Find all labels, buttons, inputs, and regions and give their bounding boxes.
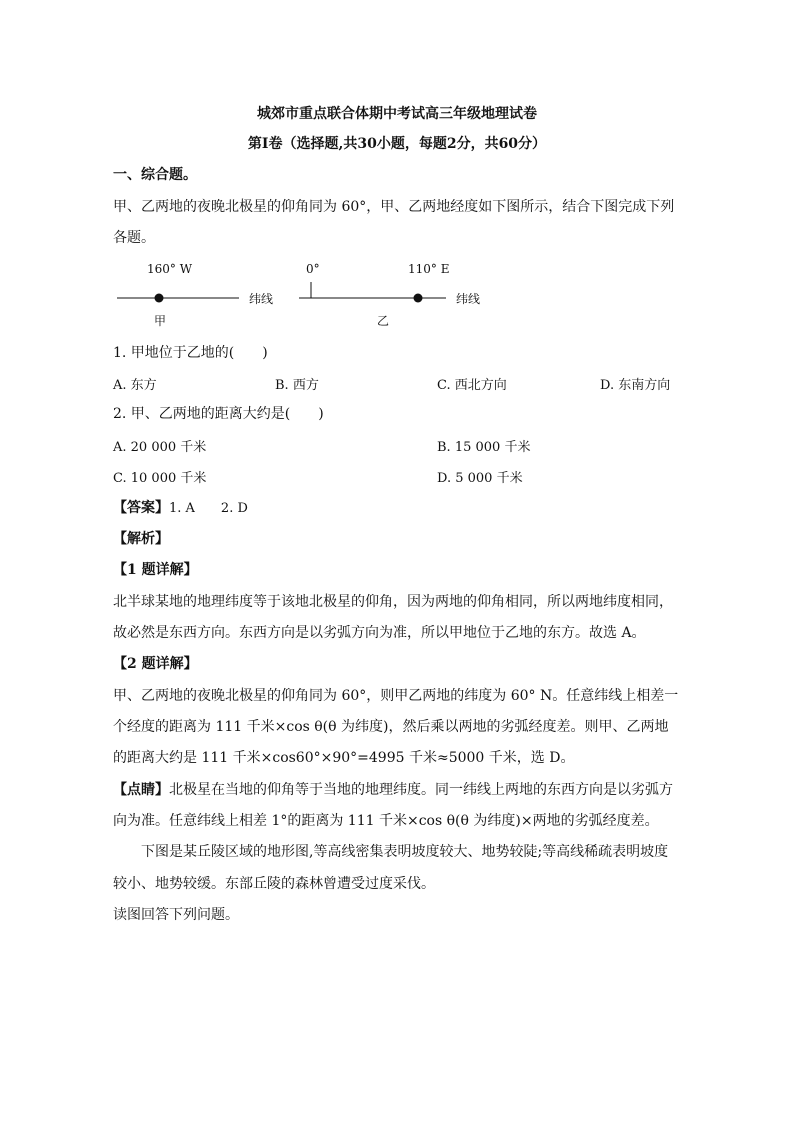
detail-2-label: 【2 题详解】: [113, 656, 198, 672]
intro-line-2: 各题。: [113, 230, 155, 246]
point-yi-marker: [414, 294, 423, 303]
analysis-label: 【解析】: [113, 531, 169, 547]
answer-label: 【答案】: [113, 500, 169, 516]
detail-2-line-2: 个经度的距离为 111 千米×cos θ(θ 为纬度)，然后乘以两地的劣弧经度差。则甲、乙两地: [113, 719, 669, 735]
passage-line-2: 较小、地势较缓。东部丘陵的森林曾遭受过度采伐。: [113, 876, 435, 892]
q1-option-d: D. 东南方向: [600, 378, 671, 393]
longitude-label-160w: 160° W: [147, 262, 193, 276]
answer-line: [113, 498, 248, 519]
tip-text-1: 北极星在当地的仰角等于当地的地理纬度。同一纬线上两地的东西方向是以劣弧方: [169, 782, 673, 798]
tip-line-2: 向为准。任意纬线上相差 1°的距离为 111 千米×cos θ(θ 为纬度)×两地的劣弧经度差。: [113, 813, 659, 829]
section-heading: 一、综合题。: [113, 167, 197, 183]
passage-line-1: 下图是某丘陵区域的地形图,等高线密集表明坡度较大、地势较陡;等高线稀疏表明坡度: [141, 844, 669, 860]
answer-text: 1. A 2. D: [169, 501, 248, 516]
q1-option-c: C. 西北方向: [437, 378, 507, 393]
question-2-stem: 2. 甲、乙两地的距离大约是( ): [113, 406, 324, 422]
q2-option-c: C. 10 000 千米: [113, 471, 207, 486]
detail-1-line-1: 北半球某地的地理纬度等于该地北极星的仰角，因为两地的仰角相同，所以两地纬度相同，: [113, 594, 673, 610]
passage-line-3: 读图回答下列问题。: [113, 907, 239, 923]
point-label-jia: 甲: [154, 314, 167, 328]
point-jia-marker: [155, 294, 164, 303]
longitude-diagram: [113, 255, 513, 335]
latitude-label-left: 纬线: [249, 292, 274, 306]
detail-1-label: 【1 题详解】: [113, 562, 198, 578]
detail-2-line-3: 的距离大约是 111 千米×cos60°×90°=4995 千米≈5000 千米，选 D。: [113, 750, 575, 766]
q1-option-a: A. 东方: [113, 378, 157, 393]
longitude-label-zero: 0°: [306, 262, 320, 276]
question-1-stem: 1. 甲地位于乙地的( ): [113, 345, 268, 361]
detail-1-line-2: 故必然是东西方向。东西方向是以劣弧方向为准，所以甲地位于乙地的东方。故选 A。: [113, 625, 646, 641]
page-subtitle: 第I卷（选择题,共30小题，每题2分，共60分）: [247, 136, 547, 152]
q2-option-b: B. 15 000 千米: [437, 440, 531, 455]
detail-2-line-1: 甲、乙两地的夜晚北极星的仰角同为 60°，则甲乙两地的纬度为 60° N。任意纬线上相差一: [113, 688, 679, 704]
point-label-yi: 乙: [377, 314, 390, 328]
longitude-label-110e: 110° E: [408, 262, 450, 276]
page-title: 城郊市重点联合体期中考试高三年级地理试卷: [257, 106, 537, 122]
q2-option-d: D. 5 000 千米: [437, 471, 523, 486]
intro-line-1: 甲、乙两地的夜晚北极星的仰角同为 60°，甲、乙两地经度如下图所示，结合下图完成下列: [113, 199, 675, 215]
tip-label: 【点睛】: [113, 782, 169, 798]
tip-line-1: [113, 780, 673, 800]
q1-option-b: B. 西方: [275, 378, 319, 393]
latitude-label-right: 纬线: [456, 292, 481, 306]
q2-option-a: A. 20 000 千米: [113, 440, 207, 455]
